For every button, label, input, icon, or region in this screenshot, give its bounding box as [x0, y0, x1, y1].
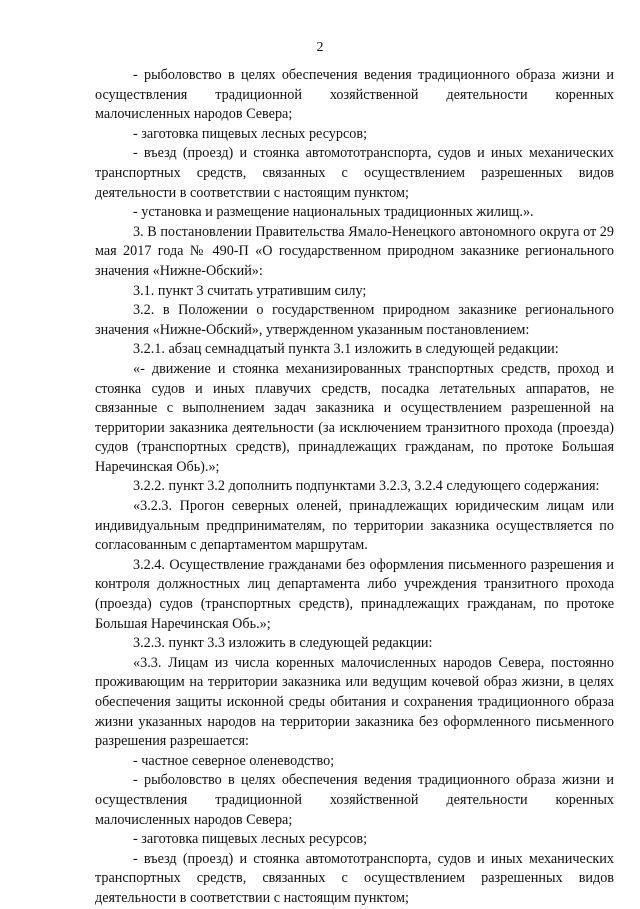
paragraph: - рыболовство в целях обеспечения ведения традиционного образа жизни и осуществления традиционной хозяйственной деятельности коренных малочисленных народов Севера;	[95, 772, 614, 828]
paragraph: 3. В постановлении Правительства Ямало-Ненецкого автономного округа от 29 мая 2017 года № 490-П «О государственном природном заказнике регионального значения «Нижне-Обский»:	[95, 223, 614, 279]
paragraph: «- движение и стоянка механизированных транспортных средств, проход и стоянка судов и иных плавучих средств, посадка летательных аппаратов, не связанные с выполнением задач заказника и осуществлением разрешенной на территории заказника деятельности (за исключением транзитного прохода (проезда) судов (транспортных средств), принадлежащих гражданам, по протоке Большая Наречинская Обь).»;	[95, 360, 614, 475]
paragraph: 3.2.2. пункт 3.2 дополнить подпунктами 3.2.3, 3.2.4 следующего содержания:	[133, 478, 600, 495]
paragraph: «3.2.3. Прогон северных оленей, принадлежащих юридическим лицам или индивидуальным предпринимателям, по территории заказника осуществляется по согласованным с департаментом маршрутам.	[95, 498, 614, 554]
paragraph: - рыболовство в целях обеспечения ведения традиционного образа жизни и осуществления традиционной хозяйственной деятельности коренных малочисленных народов Севера;	[95, 67, 614, 123]
paragraph: «3.3. Лицам из числа коренных малочисленных народов Севера, постоянно проживающим на территории заказника или ведущим кочевой образ жизни, в целях обеспечения защиты исконной среды обитания и сохранения традиционного образа жизни указанных народов на территории заказника без оформленного письменного разрешения разрешается:	[95, 654, 614, 750]
paragraph: - въезд (проезд) и стоянка автомототранспорта, судов и иных механических транспортных средств, связанных с осуществлением разрешенных видов деятельности в соответствии с настоящим пунктом;	[95, 145, 614, 201]
page-number: 2	[316, 40, 324, 55]
paragraph: - установка и размещение национальных традиционных жилищ.».	[133, 204, 534, 221]
paragraph: - заготовка пищевых лесных ресурсов;	[133, 125, 368, 142]
paragraph: 3.1. пункт 3 считать утратившим силу;	[133, 282, 367, 299]
paragraph: 3.2.1. абзац семнадцатый пункта 3.1 изложить в следующей редакции:	[133, 341, 559, 358]
paragraph: 3.2.4. Осуществление гражданами без оформления письменного разрешения и контроля должностных лиц департамента либо учреждения транзитного прохода (проезда) судов (транспортных средств), принадлежащих гражданам, по протоке Большая Наречинская Обь.»;	[95, 556, 614, 632]
paragraph: 3.2. в Положении о государственном природном заказнике регионального значения «Нижне-Обский», утвержденном указанным постановлением:	[95, 302, 614, 338]
paragraph: 3.2.3. пункт 3.3 изложить в следующей редакции:	[133, 635, 433, 652]
paragraph: - въезд (проезд) и стоянка автомототранспорта, судов и иных механических транспортных средств, связанных с осуществлением разрешенных видов деятельности в соответствии с настоящим пунктом;	[95, 850, 614, 906]
document-body	[95, 66, 614, 909]
paragraph: - частное северное оленеводство;	[133, 752, 335, 769]
paragraph: - заготовка пищевых лесных ресурсов;	[133, 831, 368, 848]
